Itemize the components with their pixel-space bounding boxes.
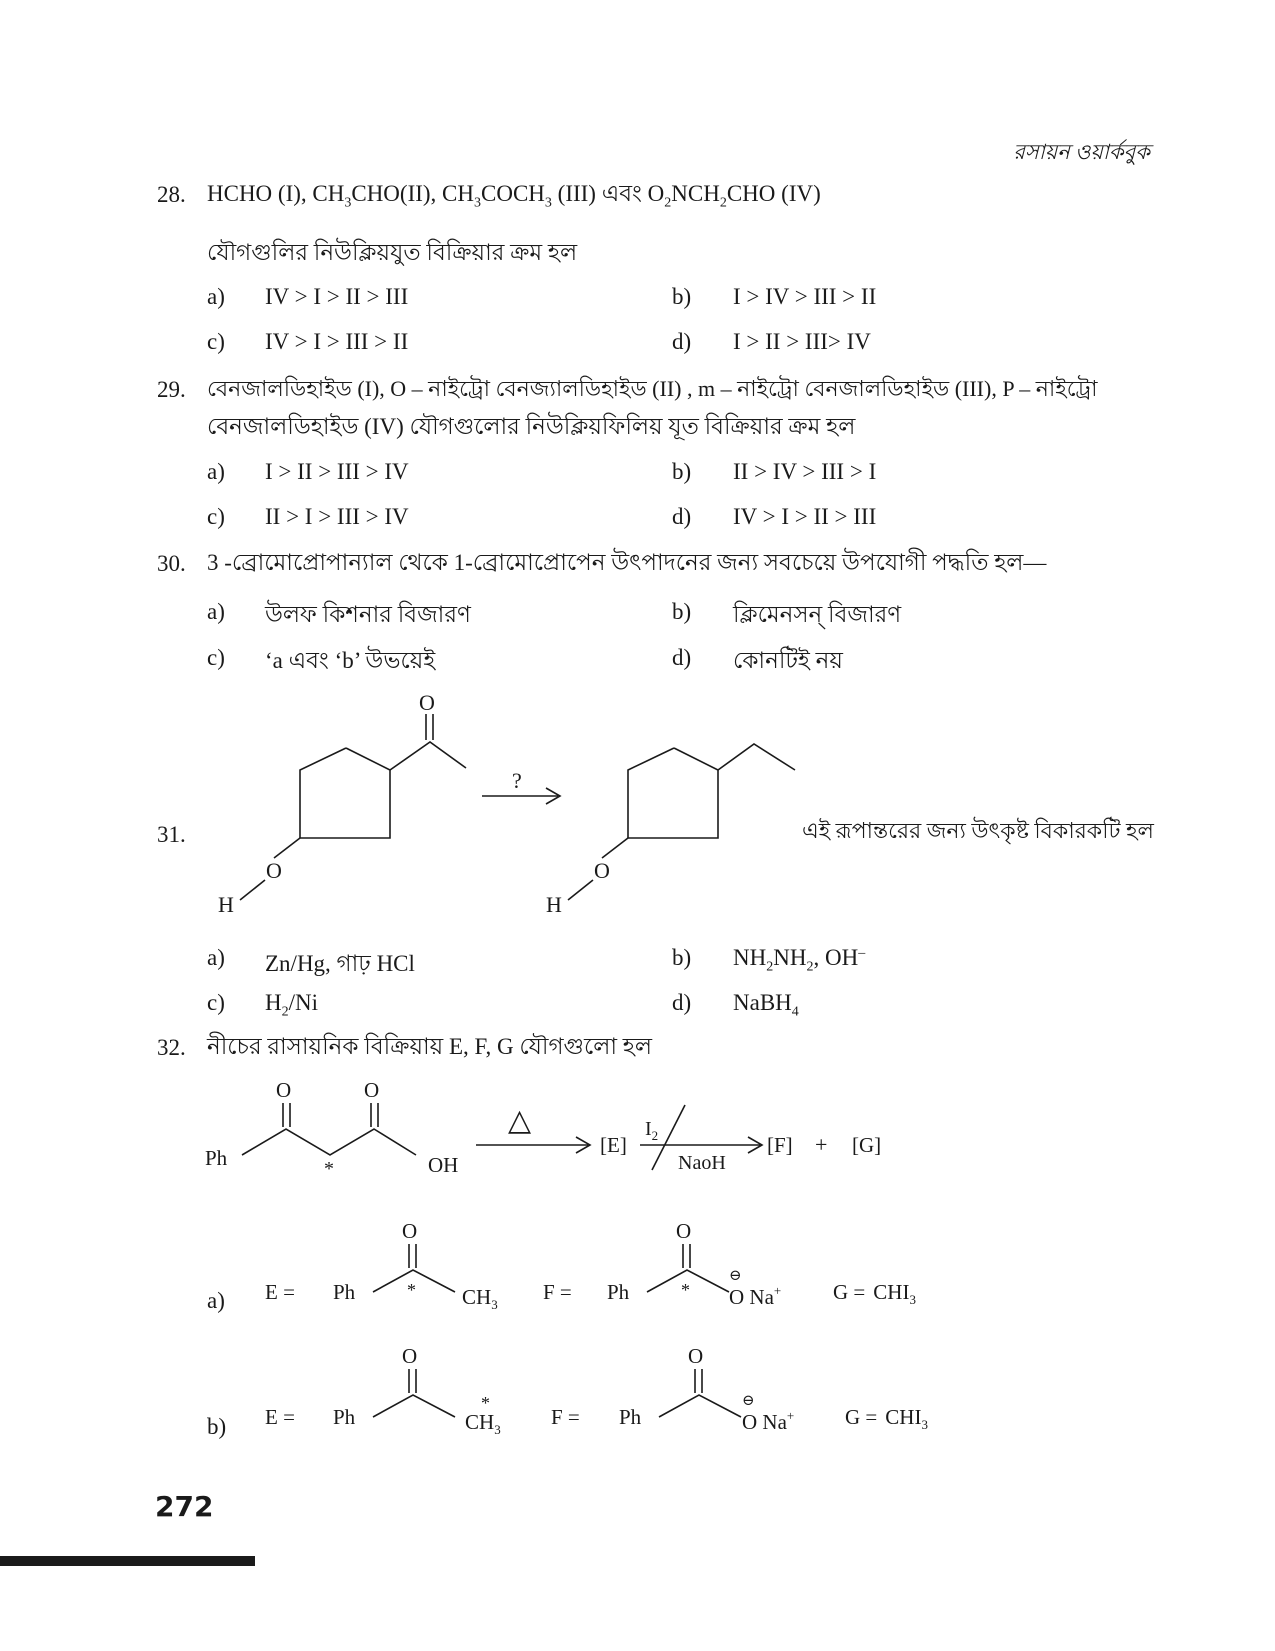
reactant-hydroxyl-h: H [218, 892, 234, 917]
q31-option-d-label: d) [672, 990, 692, 1015]
q30-option-a-label: a) [207, 599, 225, 624]
heat-symbol: △ [508, 1104, 532, 1137]
q28-option-a-value: IV > I > II > III [265, 284, 409, 309]
q28-option-c-value: IV > I > III > II [265, 329, 409, 354]
option-b-f-ph: Ph [619, 1405, 642, 1429]
q29-option-c-value: II > I > III > IV [265, 504, 409, 529]
question-29-line1: বেনজালডিহাইড (I), O – নাইট্রো বেনজ্যালডিহাইড (II) , m – নাইট্রো বেনজালডিহাইড (III), P – নাইট্রো [207, 376, 1098, 401]
reactant-carbonyl-o: O [419, 690, 435, 715]
option-b-f-o: O [688, 1345, 704, 1368]
q32-option-b-label: b) [207, 1414, 227, 1439]
q31-option-a-label: a) [207, 945, 225, 970]
option-a-e-ph: Ph [333, 1280, 356, 1304]
option-a-g: $G = CHI_3$ [833, 1280, 916, 1307]
option-a-f-minus: ⊖ [729, 1268, 742, 1284]
option-b-f-ona: O Na+ [742, 1408, 795, 1434]
reaction-oh: OH [428, 1153, 459, 1177]
product-e: [E] [600, 1133, 627, 1157]
question-29-line2: বেনজালডিহাইড (IV) যৌগগুলোর নিউক্লিয়ফিলিয় যূত বিক্রিয়ার ক্রম হল [207, 414, 856, 439]
q29-option-b-label: b) [672, 459, 692, 484]
option-a-e-eq: E = [265, 1280, 295, 1304]
q28-option-b-value: I > IV > III > II [733, 284, 877, 309]
option-b-e-o: O [402, 1345, 418, 1368]
ketone-o: O [276, 1078, 292, 1102]
q28-option-b-label: b) [672, 284, 692, 309]
product-ethyl [718, 744, 795, 770]
q31-option-b-value: $NH_2NH_2$, OH– [733, 945, 866, 975]
q30-option-b-value: ক্লিমেনসন্ বিজারণ [733, 602, 902, 627]
q31-option-a-value: Zn/Hg, গাঢ় HCl [265, 951, 415, 976]
plus-sign: + [815, 1132, 828, 1157]
option-b-g: $G = CHI_3$ [845, 1405, 928, 1432]
option-b-e-ph: Ph [333, 1405, 356, 1429]
q29-option-a-value: I > II > III > IV [265, 459, 409, 484]
reaction-star: * [324, 1158, 334, 1180]
question-30-number: 30. [157, 551, 186, 576]
q28-option-d-value: I > II > III> IV [733, 329, 871, 354]
question-28-number: 28. [157, 182, 186, 207]
reactant-ring [300, 748, 390, 838]
question-31-number: 31. [157, 822, 186, 847]
option-b-e-eq: E = [265, 1405, 295, 1429]
q31-option-c-value: $H_2/Ni$ [265, 990, 319, 1020]
option-a-f-eq: F = [543, 1280, 572, 1304]
option-b-e-ch3: $CH_3$ [465, 1410, 501, 1437]
q32-option-a-label: a) [207, 1288, 225, 1313]
ketoacid-chain [242, 1129, 416, 1155]
reagent-naoh: NaoH [678, 1152, 726, 1174]
q30-option-d-value: কোনটিই নয় [733, 648, 843, 673]
product-g: [G] [852, 1133, 882, 1157]
option-a-e-ch3: $CH_3$ [462, 1285, 498, 1312]
option-b-e-star: * [481, 1393, 490, 1413]
q32-option-b-structures [255, 1345, 975, 1445]
q31-option-c-label: c) [207, 990, 225, 1015]
option-b-f-minus: ⊖ [742, 1393, 755, 1409]
q29-option-c-label: c) [207, 504, 225, 529]
q30-option-d-label: d) [672, 645, 692, 670]
q31-option-b-label: b) [672, 945, 692, 970]
q28-option-c-label: c) [207, 329, 225, 354]
q29-option-a-label: a) [207, 459, 225, 484]
option-a-f-star: * [681, 1280, 690, 1300]
question-29-number: 29. [157, 377, 186, 402]
q28-option-a-label: a) [207, 284, 225, 309]
q28-option-d-label: d) [672, 329, 692, 354]
question-28-line1: HCHO (I), $CH_3CHO(II)$, $CH_3COCH_3$ (III) এবং $O_2NCH_2CHO$ (IV) [207, 181, 821, 211]
reactant-hydroxyl-o: O [266, 858, 282, 883]
question-31-side-text: এই রূপান্তরের জন্য উৎকৃষ্ট বিকারকটি হল [802, 818, 1154, 843]
question-28-line2: যৌগগুলির নিউক্লিয়যুত বিক্রিয়ার ক্রম হল [207, 240, 578, 265]
footer-bar [0, 1556, 255, 1566]
question-30-line1: 3 -ব্রোমোপ্রোপান্যাল থেকে 1-ব্রোমোপ্রোপেন উৎপাদনের জন্য সবচেয়ে উপযোগী পদ্ধতি হল— [207, 550, 1047, 575]
product-hydroxyl-h: H [546, 892, 562, 917]
acid-o: O [364, 1078, 380, 1102]
reaction-ph: Ph [205, 1146, 228, 1170]
option-b-f-eq: F = [551, 1405, 580, 1429]
q31-option-d-value: NaBH$_4$ [733, 990, 799, 1020]
reagent-iodine: $I_2$ [645, 1118, 659, 1143]
q29-option-d-value: IV > I > II > III [733, 504, 877, 529]
option-a-f-ph: Ph [607, 1280, 630, 1304]
product-ring [628, 748, 718, 838]
running-header: রসায়ন ওয়ার্কবুক [1013, 140, 1150, 164]
q30-option-c-label: c) [207, 645, 225, 670]
q31-reaction-diagram [190, 690, 830, 920]
q32-reaction-diagram [190, 1075, 910, 1195]
product-hydroxyl-o: O [594, 858, 610, 883]
product-f: [F] [767, 1133, 793, 1157]
option-a-e-star: * [407, 1280, 416, 1300]
option-a-e-o: O [402, 1220, 418, 1243]
q30-option-c-value: ‘a এবং ‘b’ উভয়েই [265, 648, 436, 673]
option-a-f-ona: O Na+ [729, 1283, 782, 1309]
q32-option-a-structures [255, 1220, 975, 1320]
question-32-number: 32. [157, 1035, 186, 1060]
arrow-reagent-label: ? [512, 768, 522, 793]
q29-option-b-value: II > IV > III > I [733, 459, 877, 484]
page-number: 272 [155, 1490, 214, 1523]
q29-option-d-label: d) [672, 504, 692, 529]
reactant-acetyl [390, 742, 466, 770]
q30-option-b-label: b) [672, 599, 692, 624]
q30-option-a-value: উলফ কিশনার বিজারণ [265, 602, 471, 627]
question-32-line1: নীচের রাসায়নিক বিক্রিয়ায় E, F, G যৌগগুলো হল [207, 1034, 652, 1059]
option-a-f-o: O [676, 1220, 692, 1243]
